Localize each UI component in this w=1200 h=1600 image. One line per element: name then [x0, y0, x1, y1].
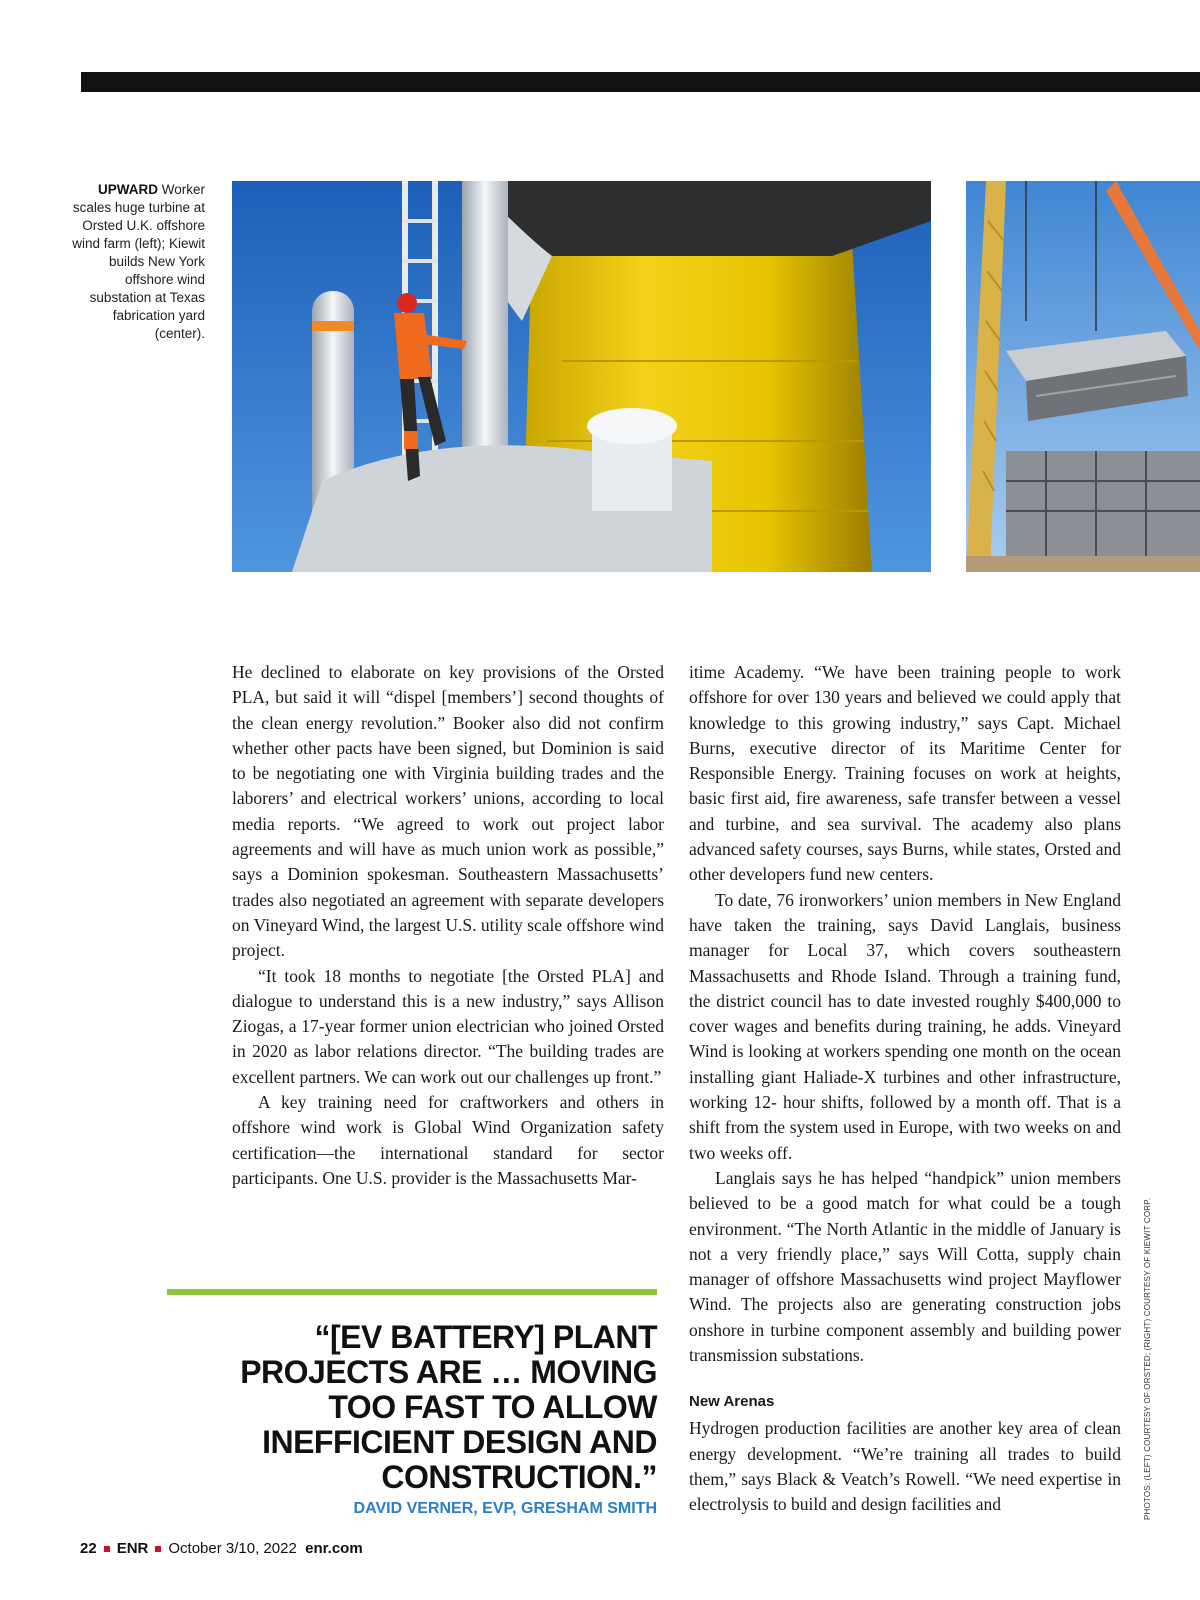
- photo-caption: [60, 181, 205, 343]
- body-paragraph: “It took 18 months to negotiate [the Orsted PLA] and dialogue to understand this is a new industry,” says Allison Ziogas, a 17-year former union electrician who joined Orsted in 2020 as labor relations director. “The building trades are excellent partners. We can work out our challenges up front.”: [232, 965, 664, 1087]
- page-footer: [80, 1540, 363, 1557]
- section-subhead: New Arenas: [689, 1393, 775, 1411]
- body-column-right: [689, 660, 1121, 1518]
- site-link[interactable]: enr.com: [305, 1540, 363, 1557]
- body-paragraph: itime Academy. “We have been training people to work offshore for over 130 years and believed we could apply that knowledge to this growing industry,” says Capt. Michael Burns, executive director of its Maritime Center for Responsible Energy. Training focuses on work at heights, basic first aid, fire awareness, safe transfer between a vessel and turbine, and sea survival. The academy also plans advanced safety courses, says Burns, while states, Orsted and other developers fund new centers.: [689, 662, 1121, 885]
- pullquote-rule: [167, 1289, 657, 1295]
- pull-quote-attribution: DAVID VERNER, EVP, GRESHAM SMITH: [353, 1500, 657, 1517]
- body-paragraph: Hydrogen production facilities are another key area of clean energy development. “We’re training all trades to build them,” says Black & Veatch’s Rowell. “We need expertise in electrolysis to build and design facilities and: [689, 1418, 1121, 1515]
- body-paragraph: To date, 76 ironworkers’ union members in New England have taken the training, says David Langlais, business manager for Local 37, which covers southeastern Massachusetts and Rhode Island. Through a training fund, the district council has to date invested roughly $400,000 to cover wages and benefits during training, he adds. Vineyard Wind is looking at workers spending one month on the ocean installing giant Haliade-X turbines and other infrastructure, working 12- hour shifts, followed by a month off. That is a shift from the system used in Europe, with two weeks on and two weeks off.: [689, 889, 1121, 1163]
- issue-date: October 3/10, 2022: [168, 1540, 297, 1557]
- magazine-name: ENR: [116, 1540, 149, 1557]
- body-paragraph: A key training need for craftworkers and others in offshore wind work is Global Wind Organization safety certification—the international standard for sector participants. One U.S. provider is the Massachusetts Mar-: [232, 1092, 664, 1188]
- separator-square: [155, 1546, 161, 1552]
- substation-crane-photo: [966, 181, 1200, 572]
- separator-square: [104, 1546, 110, 1552]
- caption-text: Worker scales huge turbine at Orsted U.K. offshore wind farm (left); Kiewit builds New York offshore wind substation at Texas fabrication yard (center).: [72, 182, 205, 341]
- page-number: 22: [80, 1540, 97, 1557]
- pull-quote: “[EV BATTERY] PLANT PROJECTS ARE … MOVING TOO FAST TO ALLOW INEFFICIENT DESIGN AND CONSTRUCTION.”: [240, 1319, 657, 1495]
- body-paragraph: Langlais says he has helped “handpick” union members believed to be a good match for what could be a tough environment. “The North Atlantic in the middle of January is not a very friendly place,” says Will Cotta, supply chain manager of offshore Massachusetts wind project Mayflower Wind. The projects also are generating construction jobs onshore in turbine component assembly and building power transmission substations.: [689, 1167, 1121, 1366]
- worker-climbing-turbine-photo: [232, 181, 931, 572]
- photo-credit: PHOTOS: (LEFT) COURTESY OF ORSTED; (RIGHT) COURTESY OF KIEWIT CORP.: [1143, 1197, 1152, 1520]
- body-paragraph: He declined to elaborate on key provisions of the Orsted PLA, but said it will “dispel [members’] second thoughts of the clean energy revolution.” Booker also did not confirm whether other pacts have been signed, but Dominion is said to be negotiating one with Virginia building trades and the laborers’ and electrical workers’ unions, according to local media reports. “We agreed to work out project labor agreements and will have as much union work as possible,” says a Dominion spokesman. Southeastern Massachusetts’ trades also negotiated an agreement with separate developers on Vineyard Wind, the largest U.S. utility scale offshore wind project.: [232, 662, 664, 961]
- caption-lead: UPWARD: [97, 182, 158, 197]
- body-column-left: [232, 660, 664, 1191]
- top-rule: [81, 72, 1200, 92]
